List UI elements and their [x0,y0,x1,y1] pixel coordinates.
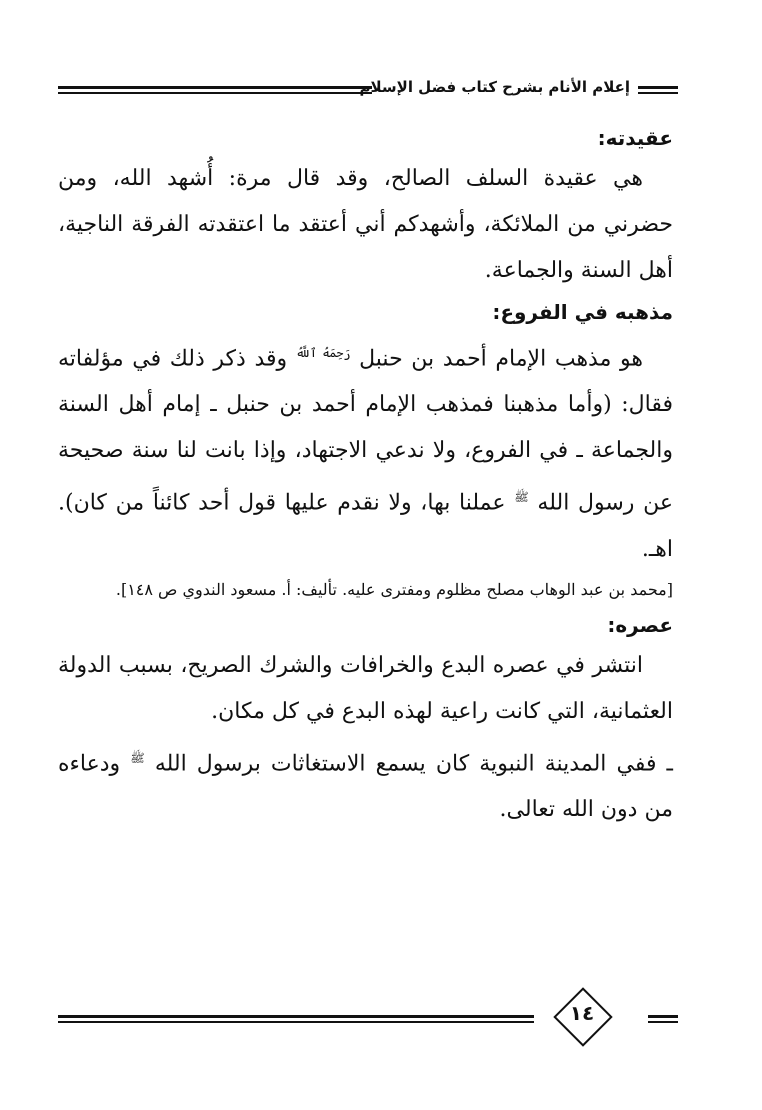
honorific-salawat-2: ﷺ [130,750,145,765]
asr-item-a: ـ ففي المدينة النبوية كان يسمع الاستغاثات برسول الله [154,750,673,776]
asr-item-b: ودعاءه من دون الله تعالى. [58,750,673,822]
heading-aqida: عقيدته: [597,126,673,150]
footer-rule-left [58,1015,534,1023]
page-footer [58,988,678,1048]
honorific-rahimahullah: رَحِمَهُ ٱللَّهُ [295,346,351,360]
paragraph-asr: انتشر في عصره البدع والخرافات والشرك الصريح، بسبب الدولة العثمانية، التي كانت راعية لهذه البدع في كل مكان. [58,652,673,724]
madhhab-text-a: هو مذهب الإمام أحمد بن حنبل [359,346,643,372]
paragraph-aqida: هي عقيدة السلف الصالح، وقد قال مرة: أُشهد الله، ومن حضرني من الملائكة، وأشهدكم أني أعتقد ما اعتقدته الفرقة الناجية، أهل السنة والجماعة. [58,166,673,283]
honorific-salawat: ﷺ [514,490,529,505]
running-header [58,78,678,102]
book-title: إعلام الأنام بشرح كتاب فضل الإسلام [359,78,630,96]
heading-asr: عصره: [607,612,673,637]
madhhab-text-b: وقد ذكر ذلك في مؤلفاته فقال: (وأما مذهبنا فمذهب الإمام أحمد بن حنبل ـ إمام أهل السنة والجماعة ـ في الفروع، ولا ندعي الاجتهاد، وإذا بانت لنا سنة صحيحة عن رسول الله [58,346,673,516]
header-rule-left [58,86,372,94]
header-rule-right [638,86,678,94]
page-body [58,126,673,833]
madhhab-text-c: عملنا بها، ولا نقدم عليها قول أحد كائناً من كان). اهـ. [58,490,673,562]
paragraph-madhhab [58,330,673,573]
footer-rule-right [648,1015,678,1023]
citation-note: [محمد بن عبد الوهاب مصلح مظلوم ومفترى عليه. تأليف: أ. مسعود الندوي ص ١٤٨]. [115,579,673,599]
heading-madhhab: مذهبه في الفروع: [492,300,673,324]
page-number: ١٤ [569,1001,595,1025]
paragraph-asr-item [58,735,673,833]
